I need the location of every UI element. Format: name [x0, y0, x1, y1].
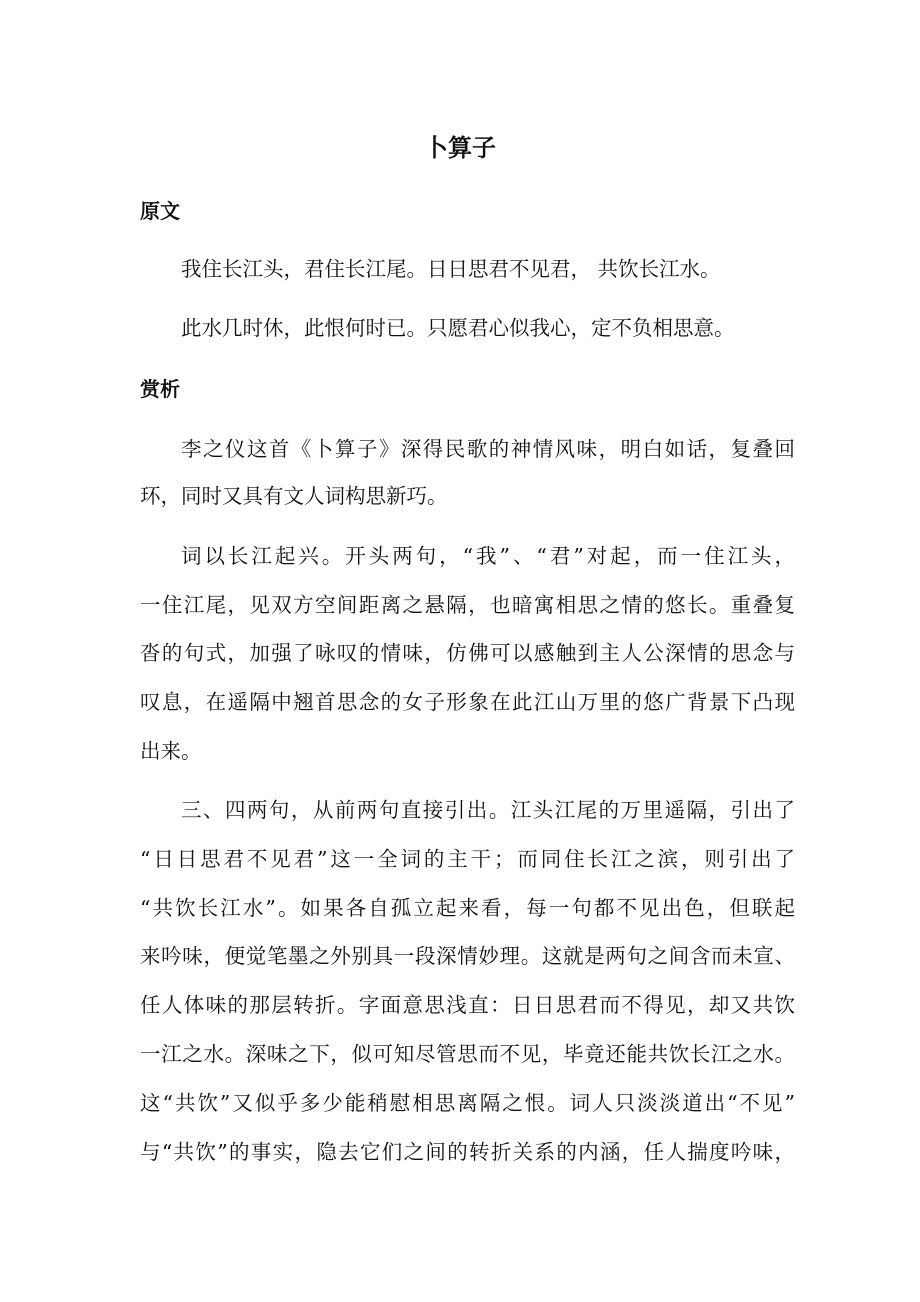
paragraph-line: “共饮长江水”。如果各自孤立起来看，每一句都不见出色，但联起 — [140, 896, 795, 920]
paragraph-line: 叹息，在遥隔中翘首思念的女子形象在此江山万里的悠广背景下凸现 — [140, 690, 795, 714]
paragraph-line: “日日思君不见君”这一全词的主干；而同住长江之滨，则引出了 — [140, 847, 795, 871]
paragraph-line: 环，同时又具有文人词构思新巧。 — [140, 484, 448, 508]
section-heading-original: 原文 — [140, 199, 180, 223]
paragraph-line: 一江之水。深味之下，似可知尽管思而不见，毕竟还能共饮长江之水。 — [140, 1042, 795, 1066]
section-heading-analysis: 赏析 — [140, 377, 180, 401]
paragraph-line: 来吟味，便觉笔墨之外别具一段深情妙理。这就是两句之间含而未宣、 — [140, 944, 795, 968]
paragraph-line: 沓的句式，加强了咏叹的情味，仿佛可以感触到主人公深情的思念与 — [140, 641, 795, 665]
paragraph-line: 三、四两句，从前两句直接引出。江头江尾的万里遥隔，引出了 — [181, 798, 795, 822]
paragraph-line: 出来。 — [140, 739, 202, 763]
poem-line: 此水几时休，此恨何时已。只愿君心似我心，定不负相思意。 — [181, 316, 735, 340]
paragraph-line: 任人体味的那层转折。字面意思浅直：日日思君而不得见，却又共饮 — [140, 993, 795, 1017]
paragraph-line: 一住江尾，见双方空间距离之悬隔，也暗寓相思之情的悠长。重叠复 — [140, 593, 795, 617]
paragraph-line: 与“共饮”的事实，隐去它们之间的转折关系的内涵，任人揣度吟味， — [140, 1140, 795, 1164]
paragraph-line: 词以长江起兴。开头两句，“我”、“君”对起，而一住江头， — [181, 544, 795, 568]
page-title: 卜算子 — [424, 134, 496, 162]
poem-line: 我住长江头，君住长江尾。日日思君不见君， 共饮长江水。 — [181, 257, 721, 281]
paragraph-line: 这“共饮”又似乎多少能稍慰相思离隔之恨。词人只淡淡道出“不见” — [140, 1091, 795, 1115]
paragraph-line: 李之仪这首《卜算子》深得民歌的神情风味，明白如话，复叠回 — [181, 437, 795, 461]
